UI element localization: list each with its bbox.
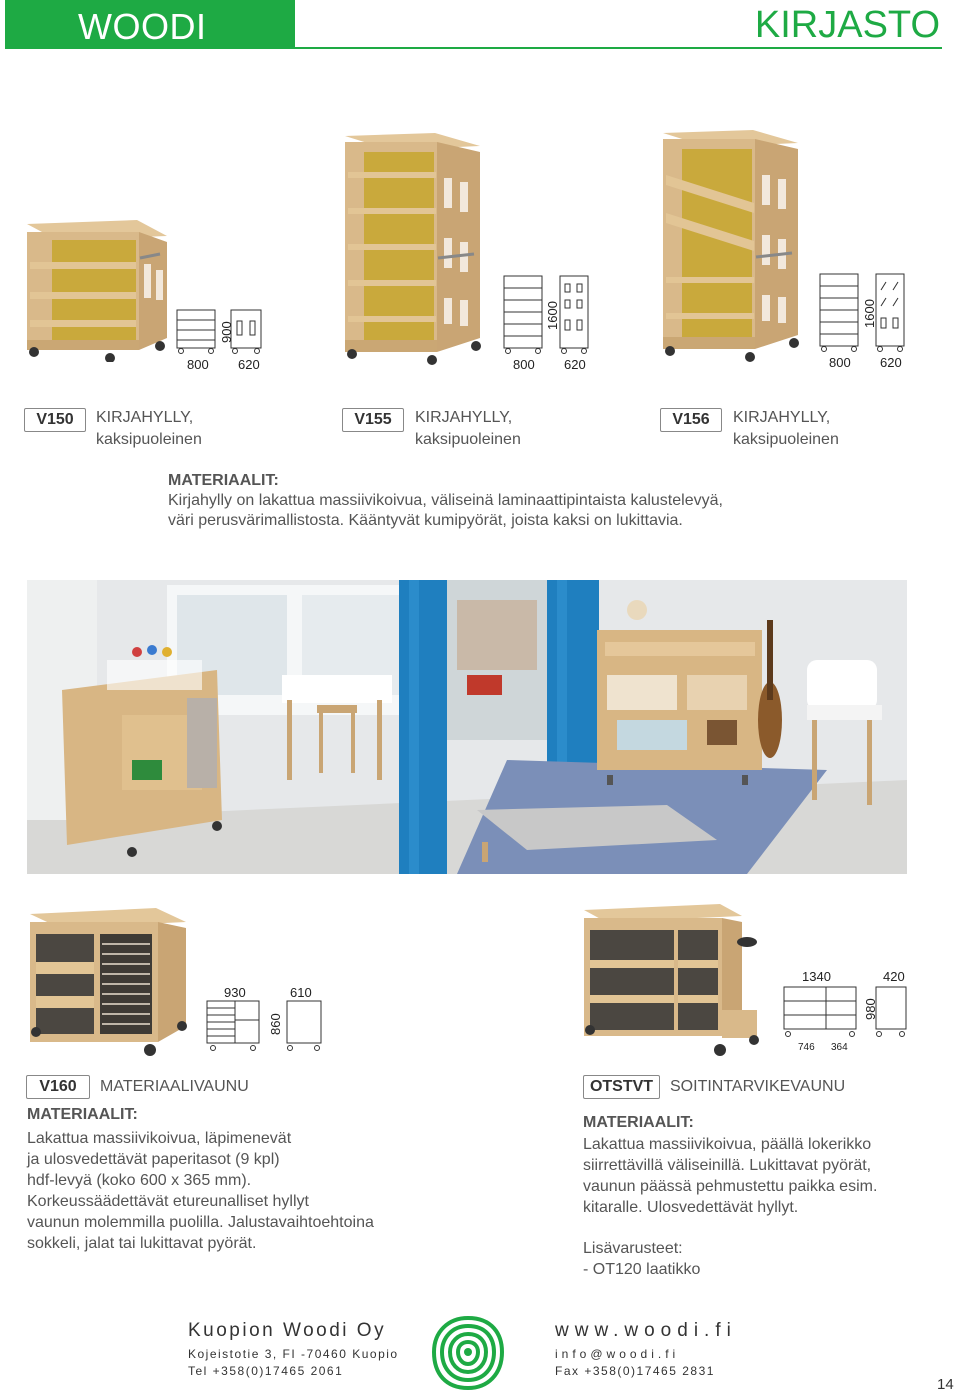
footer-fax: Fax +358(0)17465 2831: [555, 1364, 715, 1378]
otstvt-line1: Lakattua massiivikoivua, päällä lokerikko: [583, 1136, 872, 1153]
v156-subtitle: kaksipuoleinen: [733, 431, 839, 448]
woodi-logo-icon: [430, 1314, 506, 1392]
v160-materials-heading: MATERIAALIT:: [27, 1106, 138, 1123]
v156-height-dim: 1600: [862, 299, 877, 328]
v155-code-badge: V155: [342, 408, 404, 432]
header-rule: [5, 47, 942, 49]
footer-website[interactable]: www.woodi.fi: [555, 1320, 737, 1341]
v150-code-badge: V150: [24, 408, 86, 432]
v155-height-dim: 1600: [545, 301, 560, 330]
footer-address: Kojeistotie 3, FI -70460 Kuopio: [188, 1347, 399, 1361]
section-title: KIRJASTO: [754, 4, 940, 46]
otstvt-materials-heading: MATERIAALIT:: [583, 1114, 694, 1131]
v160-code-badge: V160: [26, 1075, 90, 1099]
classroom-photo: [27, 580, 907, 874]
v156-width-dim: 800: [829, 355, 851, 370]
v160-line6: sokkeli, jalat tai lukittavat pyörät.: [27, 1235, 257, 1252]
v150-height-dim: 900: [219, 321, 234, 343]
otstvt-name: SOITINTARVIKEVAUNU: [670, 1078, 846, 1095]
v160-line4: Korkeussäädettävät etureunalliset hyllyt: [27, 1193, 309, 1210]
materials-top-line1: Kirjahylly on lakattua massiivikoivua, väliseinä laminaattipintaista kalustelevyä,: [168, 492, 723, 509]
otstvt-line4: kitaralle. Ulosvedettävät hyllyt.: [583, 1199, 799, 1216]
v160-name: MATERIAALIVAUNU: [100, 1078, 249, 1095]
v160-line3: hdf-levyä (koko 600 x 365 mm).: [27, 1172, 252, 1189]
otstvt-depth-dim: 420: [883, 969, 905, 984]
otstvt-line3: vaunun päässä pehmustettu paikka esim.: [583, 1178, 878, 1195]
otstvt-sub-dim-1: 746: [798, 1042, 815, 1053]
v160-line2: ja ulosvedettävät paperitasot (9 kpl): [27, 1151, 280, 1168]
footer-tel: Tel +358(0)17465 2061: [188, 1364, 344, 1378]
v156-name: KIRJAHYLLY,: [733, 409, 831, 426]
v150-depth-dim: 620: [238, 357, 260, 372]
v150-shelf-image: [22, 212, 172, 362]
otstvt-sub-dim-2: 364: [831, 1042, 848, 1053]
otstvt-height-dim: 980: [863, 998, 878, 1020]
v150-width-dim: 800: [187, 357, 209, 372]
footer-email[interactable]: info@woodi.fi: [555, 1347, 680, 1361]
otstvt-cart-image: [582, 900, 762, 1058]
v150-subtitle: kaksipuoleinen: [96, 431, 202, 448]
otstvt-extra-heading: Lisävarusteet:: [583, 1240, 683, 1257]
otstvt-line2: siirrettävillä väliseinillä. Lukittavat pyörät,: [583, 1157, 872, 1174]
v160-depth-dim: 610: [290, 985, 312, 1000]
otstvt-dimension-drawing: [782, 984, 912, 1046]
v156-depth-dim: 620: [880, 355, 902, 370]
v160-width-dim: 930: [224, 985, 246, 1000]
otstvt-code-badge: OTSTVT: [583, 1075, 660, 1099]
v155-name: KIRJAHYLLY,: [415, 409, 513, 426]
page-number: 14: [937, 1376, 954, 1393]
v155-subtitle: kaksipuoleinen: [415, 431, 521, 448]
brand-title: WOODI: [78, 6, 207, 47]
v150-name: KIRJAHYLLY,: [96, 409, 194, 426]
footer-company: Kuopion Woodi Oy: [188, 1320, 387, 1341]
v160-dimension-drawing: [205, 998, 325, 1056]
v160-height-dim: 860: [268, 1013, 283, 1035]
v160-line5: vaunun molemmilla puolilla. Jalustavaihtoehtoina: [27, 1214, 374, 1231]
v156-shelf-image: [658, 125, 808, 365]
v160-cart-image: [28, 904, 193, 1059]
v155-shelf-image: [340, 128, 490, 368]
materials-top-heading: MATERIAALIT:: [168, 472, 279, 489]
otstvt-extra-item: - OT120 laatikko: [583, 1261, 701, 1278]
otstvt-length-dim: 1340: [802, 969, 831, 984]
materials-top-line2: väri perusvärimallistosta. Kääntyvät kumipyörät, joista kaksi on lukittavia.: [168, 512, 683, 529]
v160-line1: Lakattua massiivikoivua, läpimenevät: [27, 1130, 292, 1147]
v155-depth-dim: 620: [564, 357, 586, 372]
v156-code-badge: V156: [660, 408, 722, 432]
v155-width-dim: 800: [513, 357, 535, 372]
